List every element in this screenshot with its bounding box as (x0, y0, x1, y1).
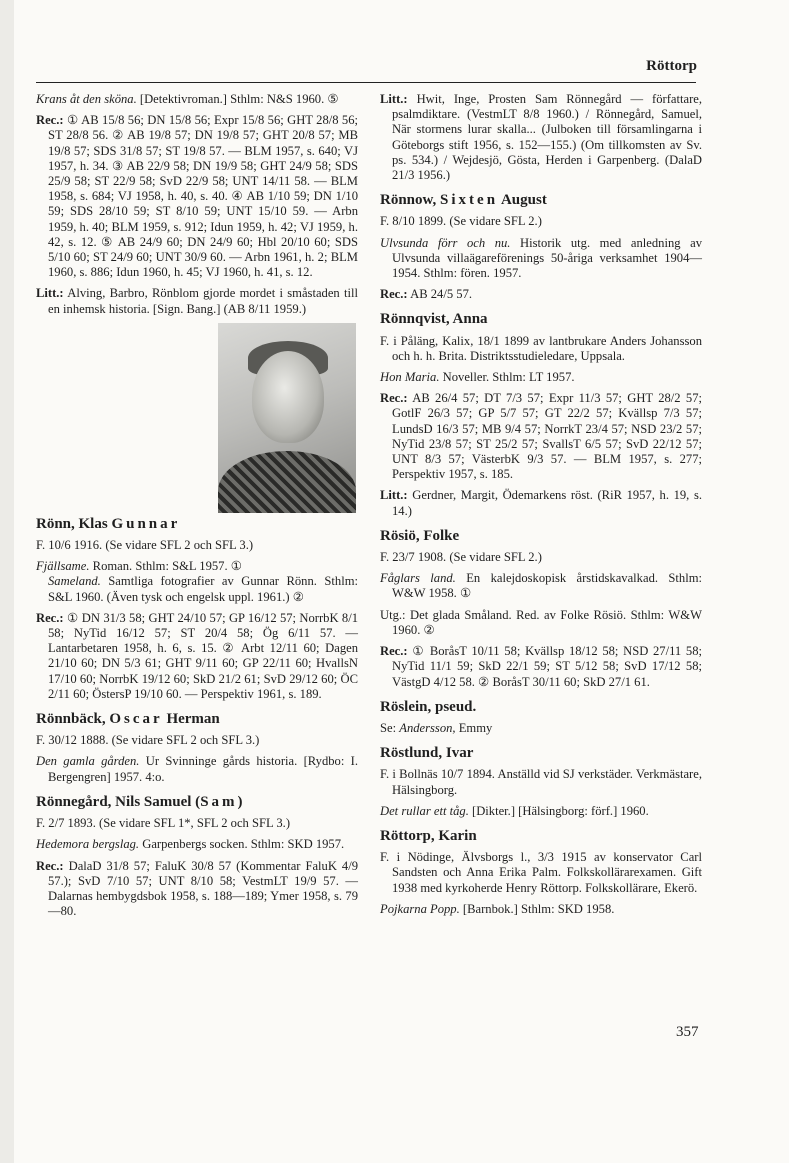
work-details: [Dikter.] [Hälsingborg: förf.] 1960. (468, 803, 649, 818)
work-title: Sameland. (48, 574, 101, 589)
heading-name: August (498, 192, 547, 209)
rec-label: Rec.: (36, 113, 64, 128)
work-title: Ulvsunda förr och nu. (380, 235, 511, 250)
literature (36, 286, 358, 316)
heading-name: Rönn, Klas (36, 515, 112, 532)
heading-name: Rönnow, (380, 192, 441, 209)
reviews (380, 644, 702, 690)
work-title: Hedemora bergslag. (36, 837, 140, 852)
work-details: Garpenbergs socken. Sthlm: SKD 1957. (139, 837, 345, 852)
rec-label: Rec.: (36, 858, 64, 873)
rec-label: Rec.: (380, 287, 408, 302)
entry-work (380, 236, 702, 282)
entry-birth: F. 23/7 1908. (Se vidare SFL 2.) (380, 550, 542, 565)
literature-text: Hwit, Inge, Prosten Sam Rönnegård — författare, psalmdiktare. (VestmLT 8/8 1960.) / Rönnegård, Samuel, När stormens lurar skalla... (Julboken till församlingarna i Göteborgs stift 1956, s. 152—155.) (Om tillkomsten av Sv. ps. 534.) / Wejdesjö, Gösta, Herden i Garpenberg. (DalaD 21/3 1956.) (392, 92, 703, 183)
right-column (380, 92, 702, 923)
work-details: [Barnbok.] Sthlm: SKD 1958. (459, 901, 615, 916)
work-title: Krans åt den sköna. (36, 92, 137, 106)
work-title: Fåglars land. (380, 571, 456, 586)
heading-spaced-name: Sam (200, 793, 238, 810)
literature-text: Gerdner, Margit, Ödemarkens röst. (RiR 1957, h. 19, s. 14.) (392, 488, 702, 518)
work-details: En kalejdoskopisk årstidskavalkad. Sthlm: W&W 1958. ① (392, 571, 702, 601)
author-portrait-photo (218, 323, 356, 513)
entry-heading (380, 193, 702, 208)
entry-heading: Rönnqvist, Anna (380, 311, 488, 328)
header-rule (36, 82, 696, 83)
entry-heading: Röstlund, Ivar (380, 745, 474, 762)
heading-name: Herman (162, 711, 220, 728)
see-reference: Andersson, (399, 720, 456, 735)
work-title: Det rullar ett tåg. (380, 803, 469, 818)
work-details: Samtliga fotografier av Gunnar Rönn. Sthlm: S&L 1960. (Även tysk och engelsk uppl. 1961.) ② (48, 574, 358, 604)
reviews-text: AB 24/5 57. (410, 287, 473, 302)
reviews-text: AB 26/4 57; DT 7/3 57; Expr 11/3 57; GHT 28/2 57; GotlF 26/3 57; GP 5/7 57; GT 22/2 57; Kvällsp 7/3 57; LundsD 16/3 57; MB 9/4 57; NorrkT 23/4 57; NSD 23/2 57; NyTid 23/8 57; ST 25/2 57; SvallsT 6/5 57; SvD 22/12 57; UNT 8/3 57; VästerbK 9/3 57. — BLM 1957, s. 277; Perspektiv 1957, s. 185. (392, 391, 702, 482)
work-details: Ur Svinninge gårds historia. [Rydbo: I. Bergengren] 1957. 4:o. (48, 754, 359, 784)
see-reference-rest: Emmy (455, 720, 493, 735)
entry-birth: F. i Påläng, Kalix, 18/1 1899 av lantbrukare Anders Johansson och h. h. Brita. Distriktsstudieledare, Uppsala. (380, 333, 702, 363)
portrait-face (252, 351, 324, 443)
work-details: Noveller. Sthlm: LT 1957. (439, 370, 575, 385)
entry-heading (36, 712, 358, 727)
entry-heading: Röslein, pseud. (380, 698, 477, 715)
literature (380, 92, 702, 183)
reviews-text: ① BoråsT 10/11 58; Kvällsp 18/12 58; NSD 27/11 58; NyTid 11/1 59; SkD 22/1 59; ST 5/12 58; SvD 17/12 58; VästgD 4/12 58. ② BoråsT 30/11 60; SkD 27/1 61. (392, 644, 702, 689)
entry-birth: F. 30/12 1888. (Se vidare SFL 2 och SFL 3.) (36, 733, 260, 748)
rec-label: Rec.: (380, 644, 408, 659)
entry-heading: Röttorp, Karin (380, 827, 477, 844)
reviews-text: ① AB 15/8 56; DN 15/8 56; Expr 15/8 56; GHT 28/8 56; ST 28/8 56. ② AB 19/8 57; DN 19/8 57; GHT 20/8 57; MB 19/8 57; SDS 31/8 57; ST 19/8 57. — BLM 1957, s. 640; VJ 1957, h. 34. ③ AB 22/9 58; DN 19/9 58; GHT 24/9 58; SDS 25/9 58; ST 22/9 58; SvD 22/9 58; UNT 14/11 58. — BLM 1958, s. 684; VJ 1958, h. 40, s. 40. ④ AB 1/10 59; DN 1/10 59; SDS 28/10 59; ST 8/10 59; UNT 15/10 59. — Arbn 1959, h. 40; BLM 1959, s. 912; Idun 1959, h. 42; VJ 1959, h. 42, s. 12. ⑤ AB 24/9 60; DN 24/9 60; Hbl 20/10 60; SDS 5/10 60; ST 24/9 60; UNT 30/9 60. — Arbn 1961, h. 2; BLM 1960, s. 886; Idun 1960, h. 45; VJ 1960, h. 41, s. 12. (48, 113, 358, 280)
entry-heading (36, 517, 358, 532)
rec-label: Rec.: (36, 610, 64, 625)
heading-name: ) (237, 793, 243, 810)
entry-birth: F. i Bollnäs 10/7 1894. Anställd vid SJ verkstäder. Verkmästare, Hälsingborg. (380, 767, 702, 797)
litt-label: Litt.: (36, 286, 64, 301)
reviews (380, 391, 702, 482)
work-details: Roman. Sthlm: S&L 1957. ① (89, 559, 243, 574)
see-label: Se: (380, 720, 400, 735)
entry-work (380, 571, 702, 601)
cross-reference (380, 721, 702, 736)
left-column (36, 92, 358, 925)
entry-birth: F. 2/7 1893. (Se vidare SFL 1*, SFL 2 och SFL 3.) (36, 816, 291, 831)
literature (380, 488, 702, 518)
reviews-text: ① DN 31/3 58; GHT 24/10 57; GP 16/12 57; NorrbK 8/1 58; NyTid 16/12 57; ST 20/4 58; Ög 6/11 57. — Lantarbetaren 1958, h. 6, s. 15. ② Arbt 12/11 60; Dagen 21/10 60; DN 5/3 61; GHT 9/11 60; GP 22/11 60; HvallsN 17/10 60; NorrbK 19/12 60; SkD 21/2 61; SvD 29/12 60; ÖC 2/11 60; ÖstersP 19/10 60. — Perspektiv 1961, s. 189. (48, 610, 358, 701)
work-details: [Detektivroman.] Sthlm: N&S 1960. ⑤ (136, 92, 339, 106)
entry-work (380, 804, 702, 819)
work-title: Pojkarna Popp. (380, 901, 460, 916)
page-fold-shadow (0, 0, 14, 1163)
entry-work (36, 837, 358, 852)
entry-work: Utg.: Det glada Småland. Red. av Folke Rösiö. Sthlm: W&W 1960. ② (380, 607, 702, 637)
entry-work (36, 559, 358, 605)
heading-spaced-name: Gunnar (111, 515, 181, 532)
reviews (36, 611, 358, 702)
heading-name: Rönnbäck, (36, 711, 110, 728)
portrait-sweater (218, 451, 356, 513)
running-head: Röttorp (646, 58, 697, 74)
work-title: Fjällsame. (36, 559, 90, 574)
litt-label: Litt.: (380, 488, 408, 503)
litt-label: Litt.: (380, 92, 408, 106)
work-title: Den gamla gården. (36, 754, 140, 769)
heading-spaced-name: Oscar (109, 711, 163, 728)
reviews (36, 113, 358, 280)
entry-work (36, 92, 358, 107)
entry-work (380, 902, 702, 917)
reviews-text: DalaD 31/8 57; FaluK 30/8 57 (Kommentar FaluK 4/9 57.); SvD 7/10 57; UNT 8/10 58; VestmLT 19/9 57. — Dalarnas hembygdsbok 1958, s. 188—189; Ymer 1958, s. 79—80. (48, 858, 358, 919)
heading-spaced-name: Sixten (440, 192, 499, 209)
entry-birth: F. 10/6 1916. (Se vidare SFL 2 och SFL 3.) (36, 538, 254, 553)
entry-work (380, 370, 702, 385)
entry-work (36, 754, 358, 784)
page-number: 357 (676, 1024, 699, 1040)
heading-name: Rönnegård, Nils Samuel ( (36, 793, 201, 810)
reviews (380, 287, 702, 302)
entry-heading (36, 795, 358, 810)
reviews (36, 859, 358, 920)
rec-label: Rec.: (380, 391, 408, 406)
entry-heading: Rösiö, Folke (380, 527, 460, 544)
literature-text: Alving, Barbro, Rönblom gjorde mordet i småstaden till en inhemsk historia. [Sign. Bang.] (AB 8/11 1959.) (48, 286, 358, 316)
work-title: Hon Maria. (380, 370, 440, 385)
work-details: Historik utg. med anledning av Ulvsunda villaägareförenings 50-åriga verksamhet 1904—1954. Sthlm: fören. 1957. (392, 235, 702, 281)
entry-birth: F. 8/10 1899. (Se vidare SFL 2.) (380, 214, 542, 229)
entry-birth: F. i Nödinge, Älvsborgs l., 3/3 1915 av konservator Carl Sandsten och Anna Erika Palm. Folkskollärarexamen. Gift 1938 med kyrkoherde Henry Röttorp. Folkskollärare, Ekerö. (380, 850, 702, 895)
